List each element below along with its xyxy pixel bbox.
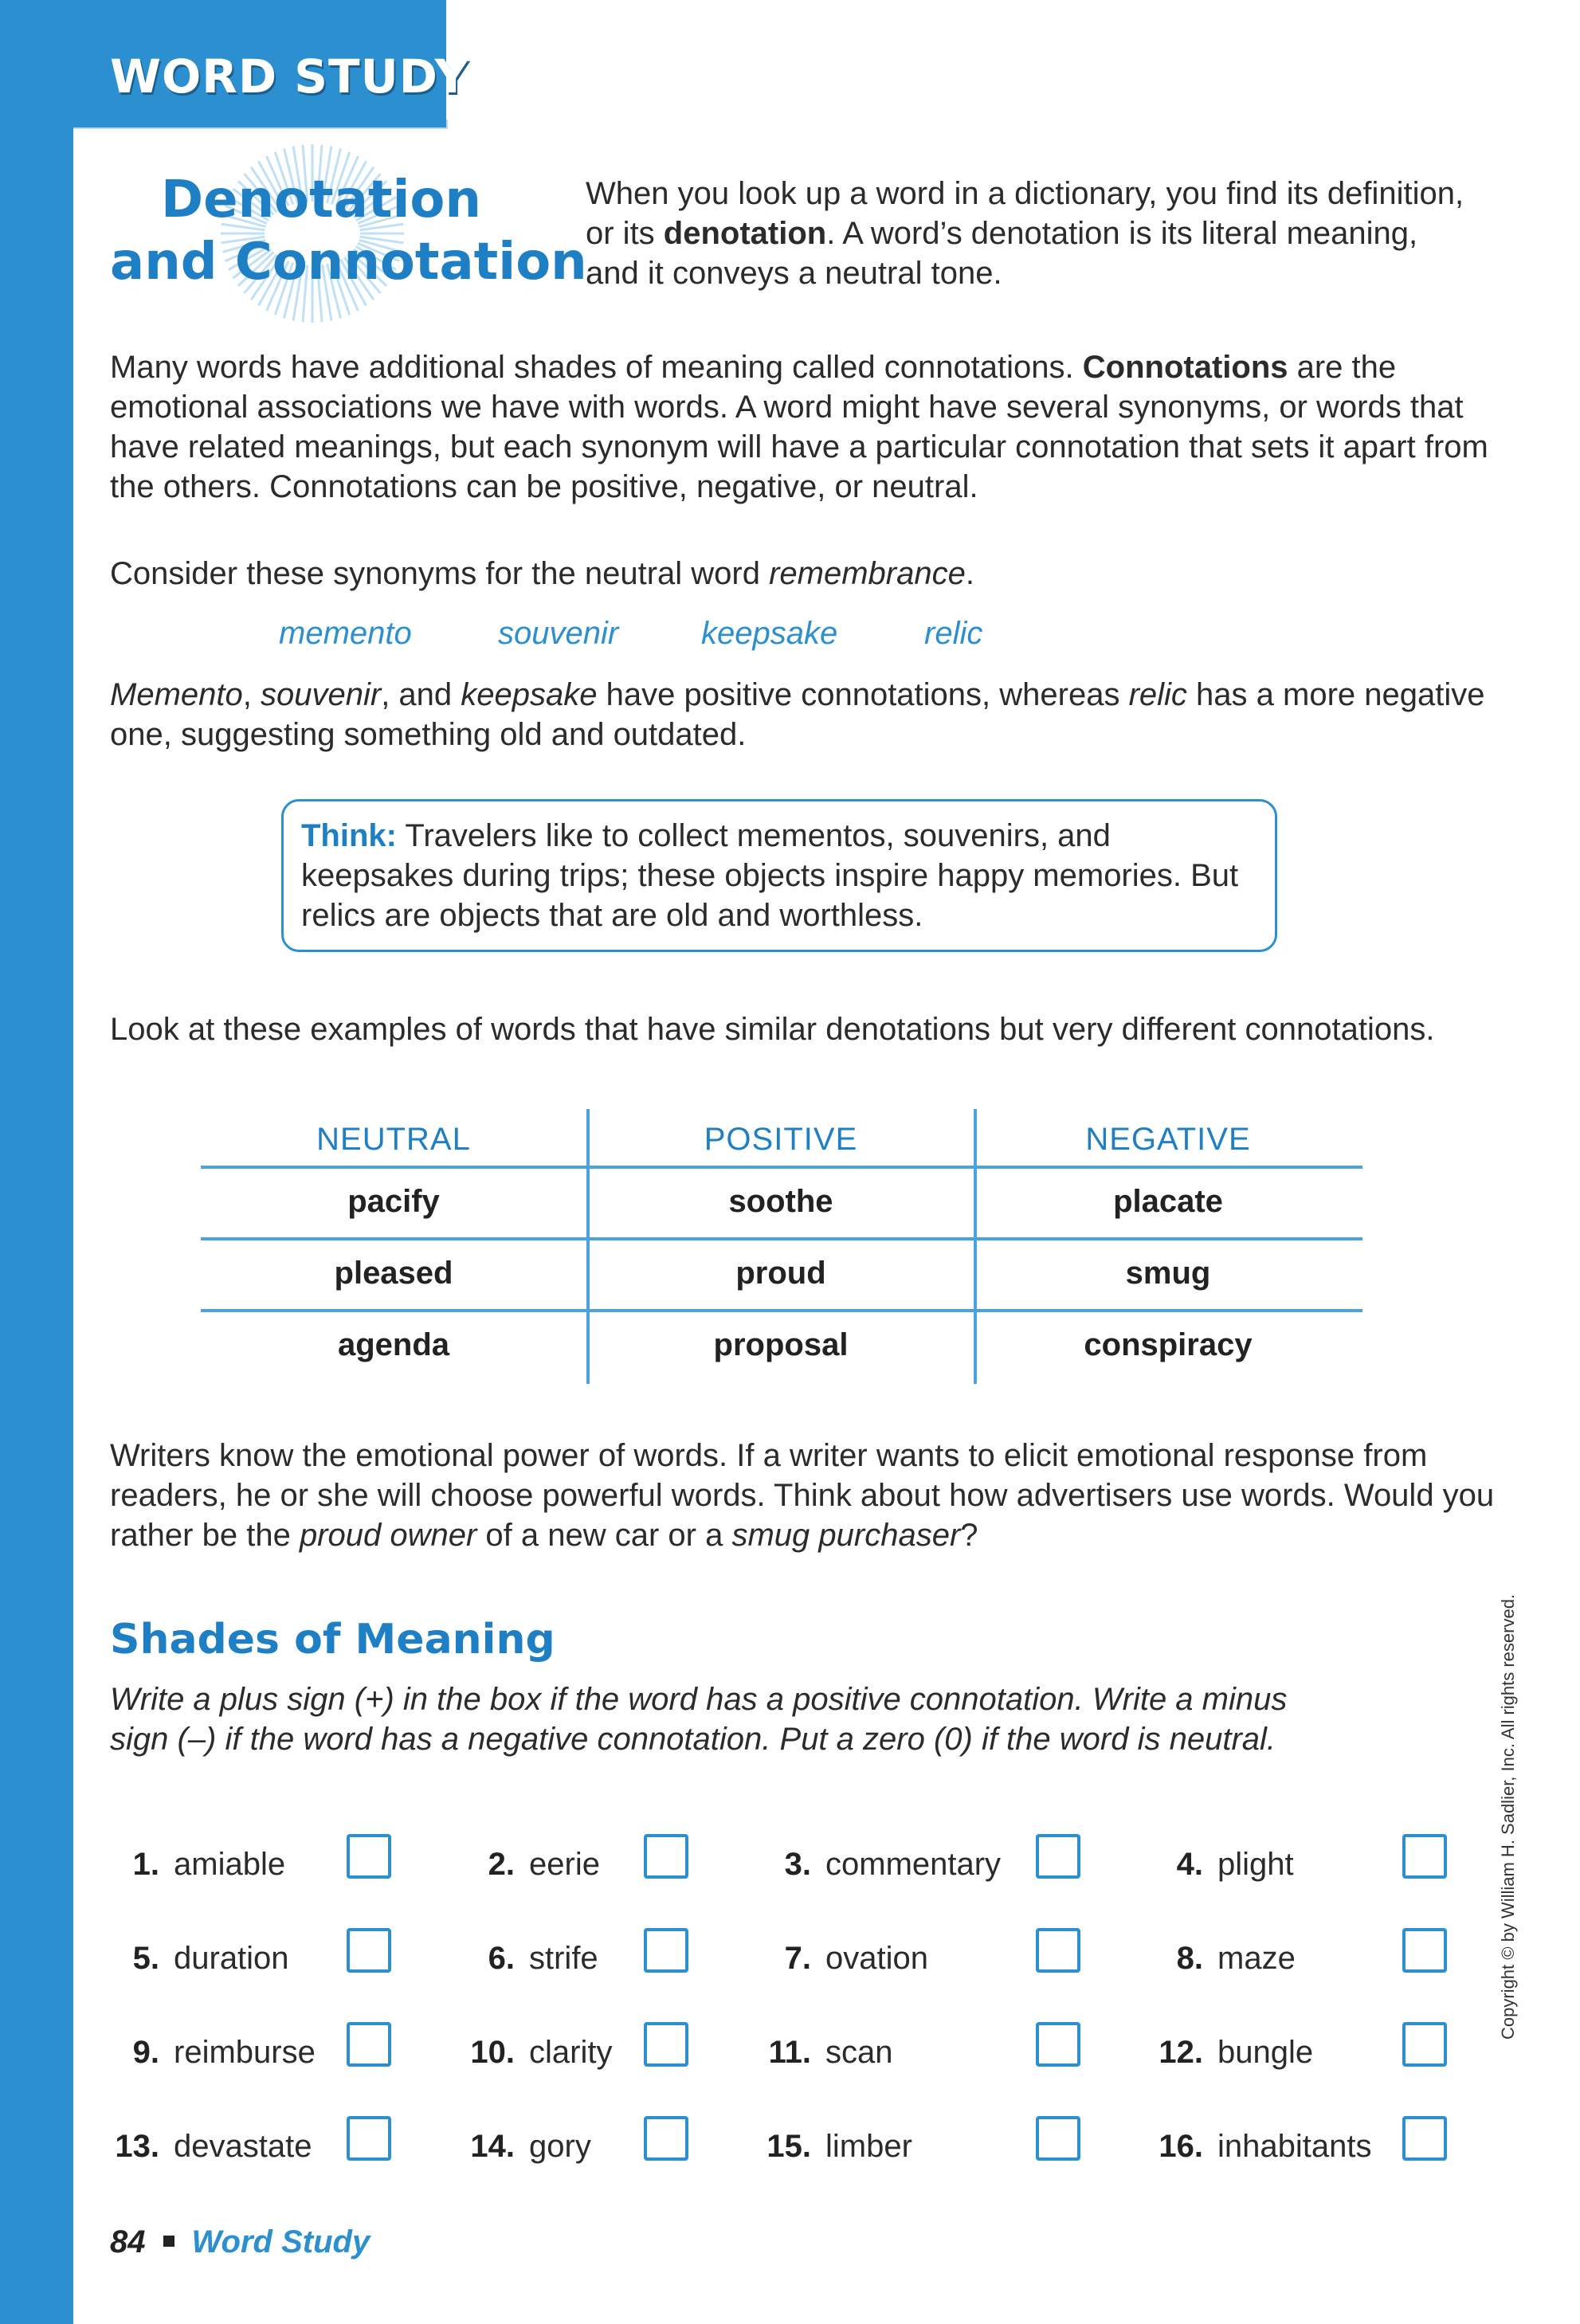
item-word: plight: [1217, 1847, 1294, 1882]
footer-section: Word Study: [191, 2224, 370, 2259]
table-rule-2: [201, 1237, 1362, 1240]
table-rule-1: [201, 1166, 1362, 1169]
answer-box[interactable]: [644, 2116, 688, 2161]
table-cell: pleased: [334, 1256, 453, 1291]
answer-box[interactable]: [1402, 2116, 1447, 2161]
answer-box[interactable]: [1036, 2022, 1080, 2067]
synonym-keepsake: keepsake: [701, 616, 838, 651]
synonym-souvenir: souvenir: [498, 616, 619, 651]
item-number: 4.: [1176, 1847, 1203, 1882]
page-title: [110, 169, 587, 293]
item-number: 7.: [784, 1941, 811, 1976]
item-word: maze: [1217, 1941, 1296, 1976]
table-cell: agenda: [337, 1327, 450, 1362]
shades-heading: Shades of Meaning: [110, 1616, 555, 1664]
table-header-neutral: NEUTRAL: [316, 1122, 471, 1157]
answer-box[interactable]: [644, 1928, 688, 1973]
item-number: 12.: [1159, 2035, 1203, 2070]
item-word: commentary: [825, 1847, 1002, 1882]
paragraph-writers: Writers know the emotional power of words. If a writer wants to elicit emotional response from readers, he or she will choose powerful words. Think about how advertisers use words. Would you rather be the proud owner of a new car or a smug purchaser?: [110, 1438, 1495, 1553]
table-cell: proposal: [713, 1327, 849, 1362]
item-word: eerie: [529, 1847, 600, 1882]
answer-box[interactable]: [644, 1834, 688, 1879]
table-cell: smug: [1125, 1256, 1211, 1291]
answer-box[interactable]: [347, 1834, 391, 1879]
item-word: duration: [174, 1941, 289, 1976]
table-cell: soothe: [728, 1184, 833, 1219]
answer-box[interactable]: [644, 2022, 688, 2067]
item-number: 9.: [132, 2035, 159, 2070]
item-number: 16.: [1159, 2129, 1203, 2164]
table-rule-3: [201, 1309, 1362, 1312]
item-number: 13.: [115, 2129, 159, 2164]
page-sidebar: [0, 0, 73, 2324]
page-number: 84: [110, 2224, 146, 2259]
think-label: Think:: [301, 818, 397, 853]
shades-instructions: Write a plus sign (+) in the box if the word has a positive connotation. Write a minus sign (–) if the word has a negative connotation. Put a zero (0) if the word is neutral.: [110, 1682, 1288, 1757]
answer-box[interactable]: [1036, 2116, 1080, 2161]
square-bullet-icon: [163, 2236, 174, 2247]
think-text: [301, 816, 1265, 935]
item-number: 8.: [1176, 1941, 1203, 1976]
item-number: 1.: [132, 1847, 159, 1882]
item-number: 15.: [766, 2129, 811, 2164]
answer-box[interactable]: [347, 2022, 391, 2067]
item-word: limber: [825, 2129, 912, 2164]
answer-box[interactable]: [1402, 2022, 1447, 2067]
item-number: 2.: [488, 1847, 515, 1882]
page-footer: [110, 2224, 370, 2260]
title-line-1: Denotation: [161, 170, 481, 229]
answer-box[interactable]: [1036, 1834, 1080, 1879]
item-number: 3.: [784, 1847, 811, 1882]
item-word: bungle: [1217, 2035, 1314, 2070]
item-number: 11.: [768, 2035, 811, 2070]
paragraph-connotations: Many words have additional shades of meaning called connotations. Connotations are the emotional associations we have with words. A word might have several synonyms, or words that have related meanings, but each synonym will have a particular connotation that sets it apart from the others. Connotations can be positive, negative, or neutral.: [110, 350, 1488, 504]
item-word: clarity: [529, 2035, 613, 2070]
item-number: 10.: [470, 2035, 515, 2070]
copyright-notice: Copyright © by William H. Sadlier, Inc. All rights reserved.: [1498, 1593, 1518, 2040]
answer-box[interactable]: [1036, 1928, 1080, 1973]
item-word: amiable: [174, 1847, 286, 1882]
item-word: gory: [529, 2129, 591, 2164]
answer-box[interactable]: [1402, 1834, 1447, 1879]
synonym-relic: relic: [924, 616, 983, 651]
paragraph-consider: Consider these synonyms for the neutral word remembrance.: [110, 556, 974, 591]
answer-box[interactable]: [1402, 1928, 1447, 1973]
item-number: 6.: [488, 1941, 515, 1976]
think-body: Travelers like to collect mementos, souvenirs, and keepsakes during trips; these objects inspire happy memories. But relics are objects that are old and worthless.: [301, 818, 1239, 933]
table-cell: conspiracy: [1084, 1327, 1253, 1362]
item-word: devastate: [174, 2129, 312, 2164]
table-header-negative: NEGATIVE: [1085, 1122, 1251, 1157]
synonym-memento: memento: [279, 616, 412, 651]
table-cell: placate: [1113, 1184, 1223, 1219]
paragraph-memento: Memento, souvenir, and keepsake have positive connotations, whereas relic has a more negative one, suggesting something old and outdated.: [110, 677, 1485, 752]
answer-box[interactable]: [347, 1928, 391, 1973]
paragraph-examples: Look at these examples of words that have similar denotations but very different connotations.: [110, 1012, 1435, 1047]
item-word: ovation: [825, 1941, 928, 1976]
item-number: 5.: [132, 1941, 159, 1976]
intro-paragraph: When you look up a word in a dictionary, you find its definition, or its denotation. A word’s denotation is its literal meaning, and it conveys a neutral tone.: [586, 176, 1464, 291]
table-cell: proud: [735, 1256, 826, 1291]
table-header-positive: POSITIVE: [704, 1122, 858, 1157]
table-cell: pacify: [347, 1184, 440, 1219]
item-word: strife: [529, 1941, 598, 1976]
title-line-2: and Connotation: [110, 233, 587, 292]
answer-box[interactable]: [347, 2116, 391, 2161]
item-number: 14.: [470, 2129, 515, 2164]
section-label: WORD STUDY: [110, 49, 469, 104]
item-word: reimburse: [174, 2035, 316, 2070]
item-word: inhabitants: [1217, 2129, 1372, 2164]
item-word: scan: [825, 2035, 893, 2070]
